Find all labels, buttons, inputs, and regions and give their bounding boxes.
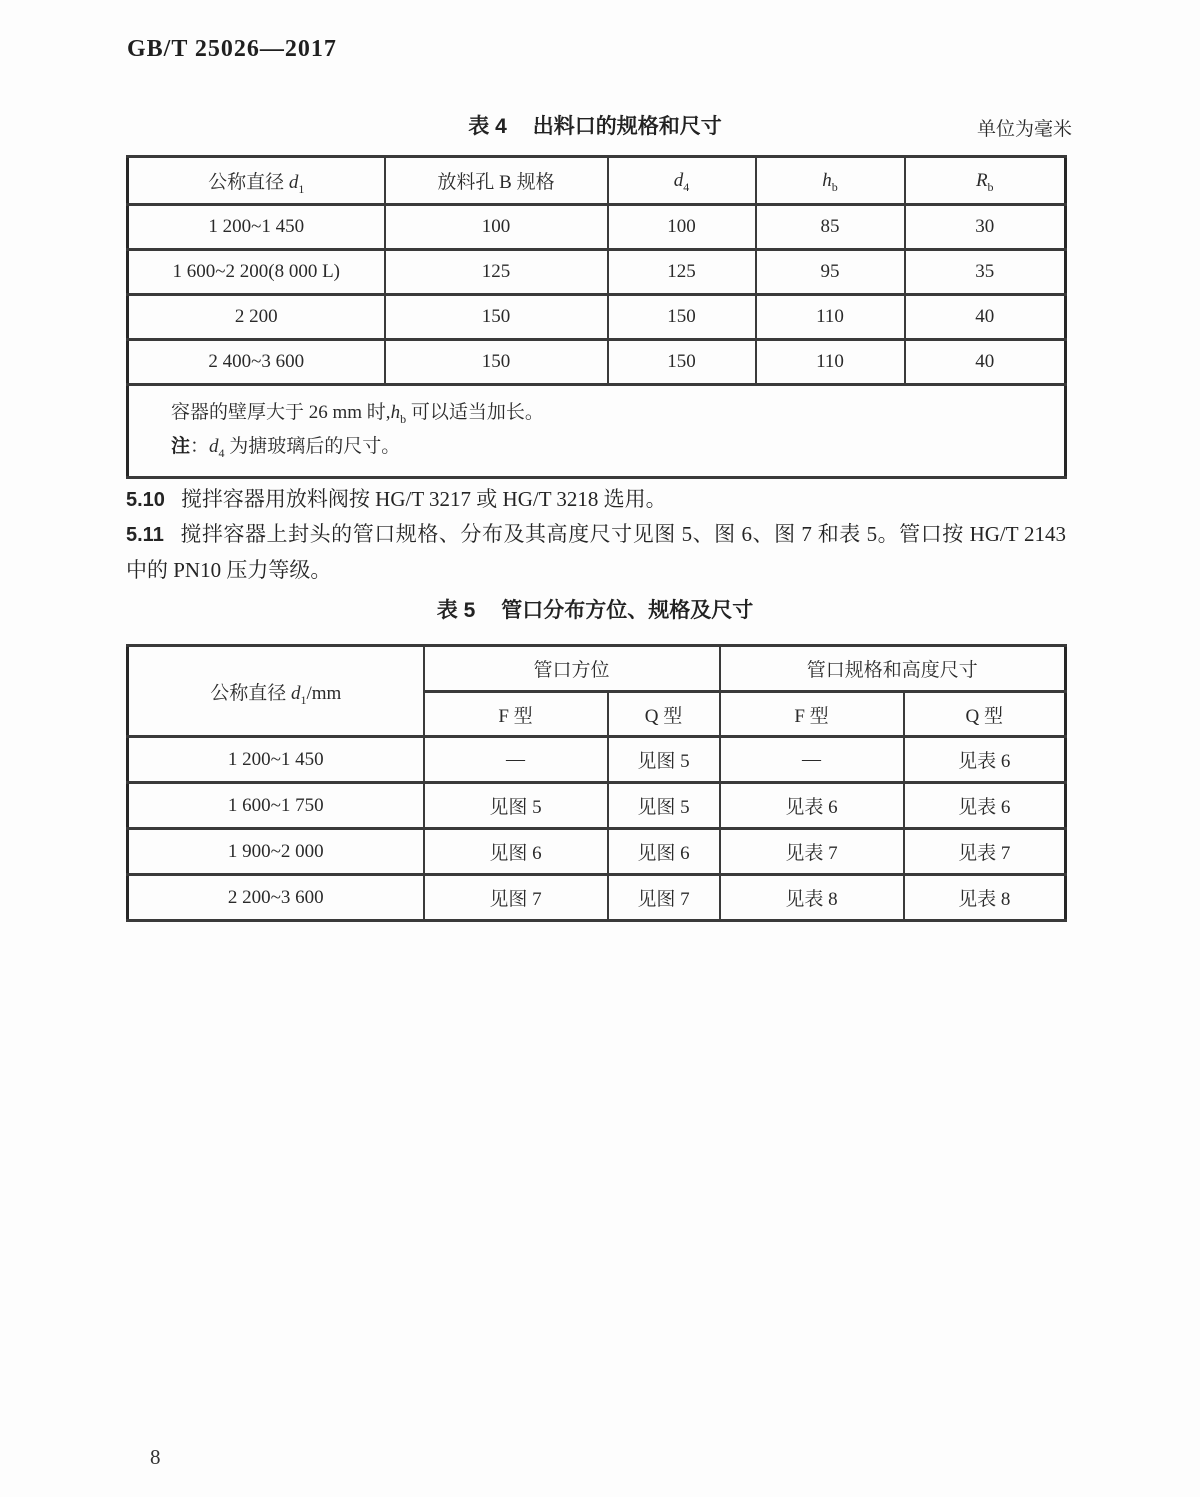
table4-note-line2: 注：$d_4$ 为搪玻璃后的尺寸。 [171,436,401,460]
table-cell: 150 [608,295,756,340]
table4-notes [128,385,1066,478]
table-cell: 40 [905,295,1066,340]
table-cell: 110 [756,340,905,385]
table5-header-row-groups [128,646,1066,692]
section-5-10-text: 搅拌容器用放料阀按 HG/T 3217 或 HG/T 3218 选用。 [180,487,667,511]
table-cell: 30 [905,205,1066,250]
table-cell: 1 900~2 000 [128,829,424,875]
table5-subheader-q-type: Q 型 [904,692,1066,737]
table4-notes-row [128,385,1066,478]
section-5-10 [126,482,1066,518]
table4-caption-label: 表 4 [468,115,507,138]
table5 [126,644,1067,922]
table-cell: 见图 5 [424,783,608,829]
table4-header-discharge-hole: 放料孔 B 规格 [385,157,608,205]
table5-caption-label: 表 5 [436,599,476,622]
table-cell: 2 400~3 600 [128,340,385,385]
table-row [128,340,1066,385]
table-cell: 见图 6 [608,829,720,875]
table4-header-hb: $h_b$ [756,157,905,205]
table-cell: 1 600~1 750 [128,783,424,829]
table-cell: 150 [608,340,756,385]
table5-header-nominal-diameter: 公称直径 $d_1/mm$ [128,646,424,737]
table-cell: 见图 7 [424,875,608,921]
table-cell: 1 200~1 450 [128,737,424,783]
table-cell: 见表 6 [904,783,1066,829]
table5-subheader-q-type: Q 型 [608,692,720,737]
table4-note-line1: 容器的壁厚大于 26 mm 时$,h_b$ 可以适当加长。 [171,402,544,426]
section-5-11-number: 5.11 [126,524,164,546]
table-cell: 125 [608,250,756,295]
table4-header-d4: $d_4$ [608,157,756,205]
table-row [128,205,1066,250]
table-cell: 2 200 [128,295,385,340]
table5-header-nozzle-orientation: 管口方位 [424,646,720,692]
table-cell: 95 [756,250,905,295]
table5-caption [126,594,1064,624]
table-cell: 110 [756,295,905,340]
table-cell: 见表 6 [904,737,1066,783]
table-cell: 见图 6 [424,829,608,875]
table-cell: 见图 5 [608,737,720,783]
table-cell: 见表 7 [720,829,904,875]
table-cell: 35 [905,250,1066,295]
table5-caption-title: 管口分布方位、规格及尺寸 [501,599,754,622]
table4 [126,155,1067,479]
table-cell: 见表 6 [720,783,904,829]
table-cell: 150 [385,340,608,385]
table-row [128,295,1066,340]
table-cell: 见图 5 [608,783,720,829]
table4-header-nominal-diameter: 公称直径 $d_1$ [128,157,385,205]
table-cell: — [720,737,904,783]
table-cell: 见表 7 [904,829,1066,875]
section-5-11 [126,517,1066,588]
table-cell: 2 200~3 600 [128,875,424,921]
section-5-11-text: 搅拌容器上封头的管口规格、分布及其高度尺寸见图 5、图 6、图 7 和表 5。管口按 HG/T 2143 中的 PN10 压力等级。 [126,522,1066,582]
table-row [128,875,1066,921]
table4-caption-title: 出料口的规格和尺寸 [532,115,722,138]
table4-unit-note: 单位为毫米 [976,119,1072,140]
table-cell: 85 [756,205,905,250]
page-number: 8 [150,1445,161,1469]
table-cell: 见表 8 [904,875,1066,921]
table-cell: 见图 7 [608,875,720,921]
table-row [128,737,1066,783]
table-cell: 40 [905,340,1066,385]
table-cell: 100 [385,205,608,250]
table4-header-row [128,157,1066,205]
table-cell: 125 [385,250,608,295]
table-row [128,829,1066,875]
table-cell: 1 600~2 200(8 000 L) [128,250,385,295]
table-cell: 100 [608,205,756,250]
table5-header-nozzle-spec-height: 管口规格和高度尺寸 [720,646,1066,692]
doc-number: GB/T 25026—2017 [127,36,337,62]
table-cell: 150 [385,295,608,340]
table-row [128,783,1066,829]
section-5-10-number: 5.10 [126,489,165,511]
table-cell: 见表 8 [720,875,904,921]
table-cell: 1 200~1 450 [128,205,385,250]
table-row [128,250,1066,295]
table-cell: — [424,737,608,783]
table5-subheader-f-type: F 型 [720,692,904,737]
table5-subheader-f-type: F 型 [424,692,608,737]
table4-header-rb: $R_b$ [905,157,1066,205]
